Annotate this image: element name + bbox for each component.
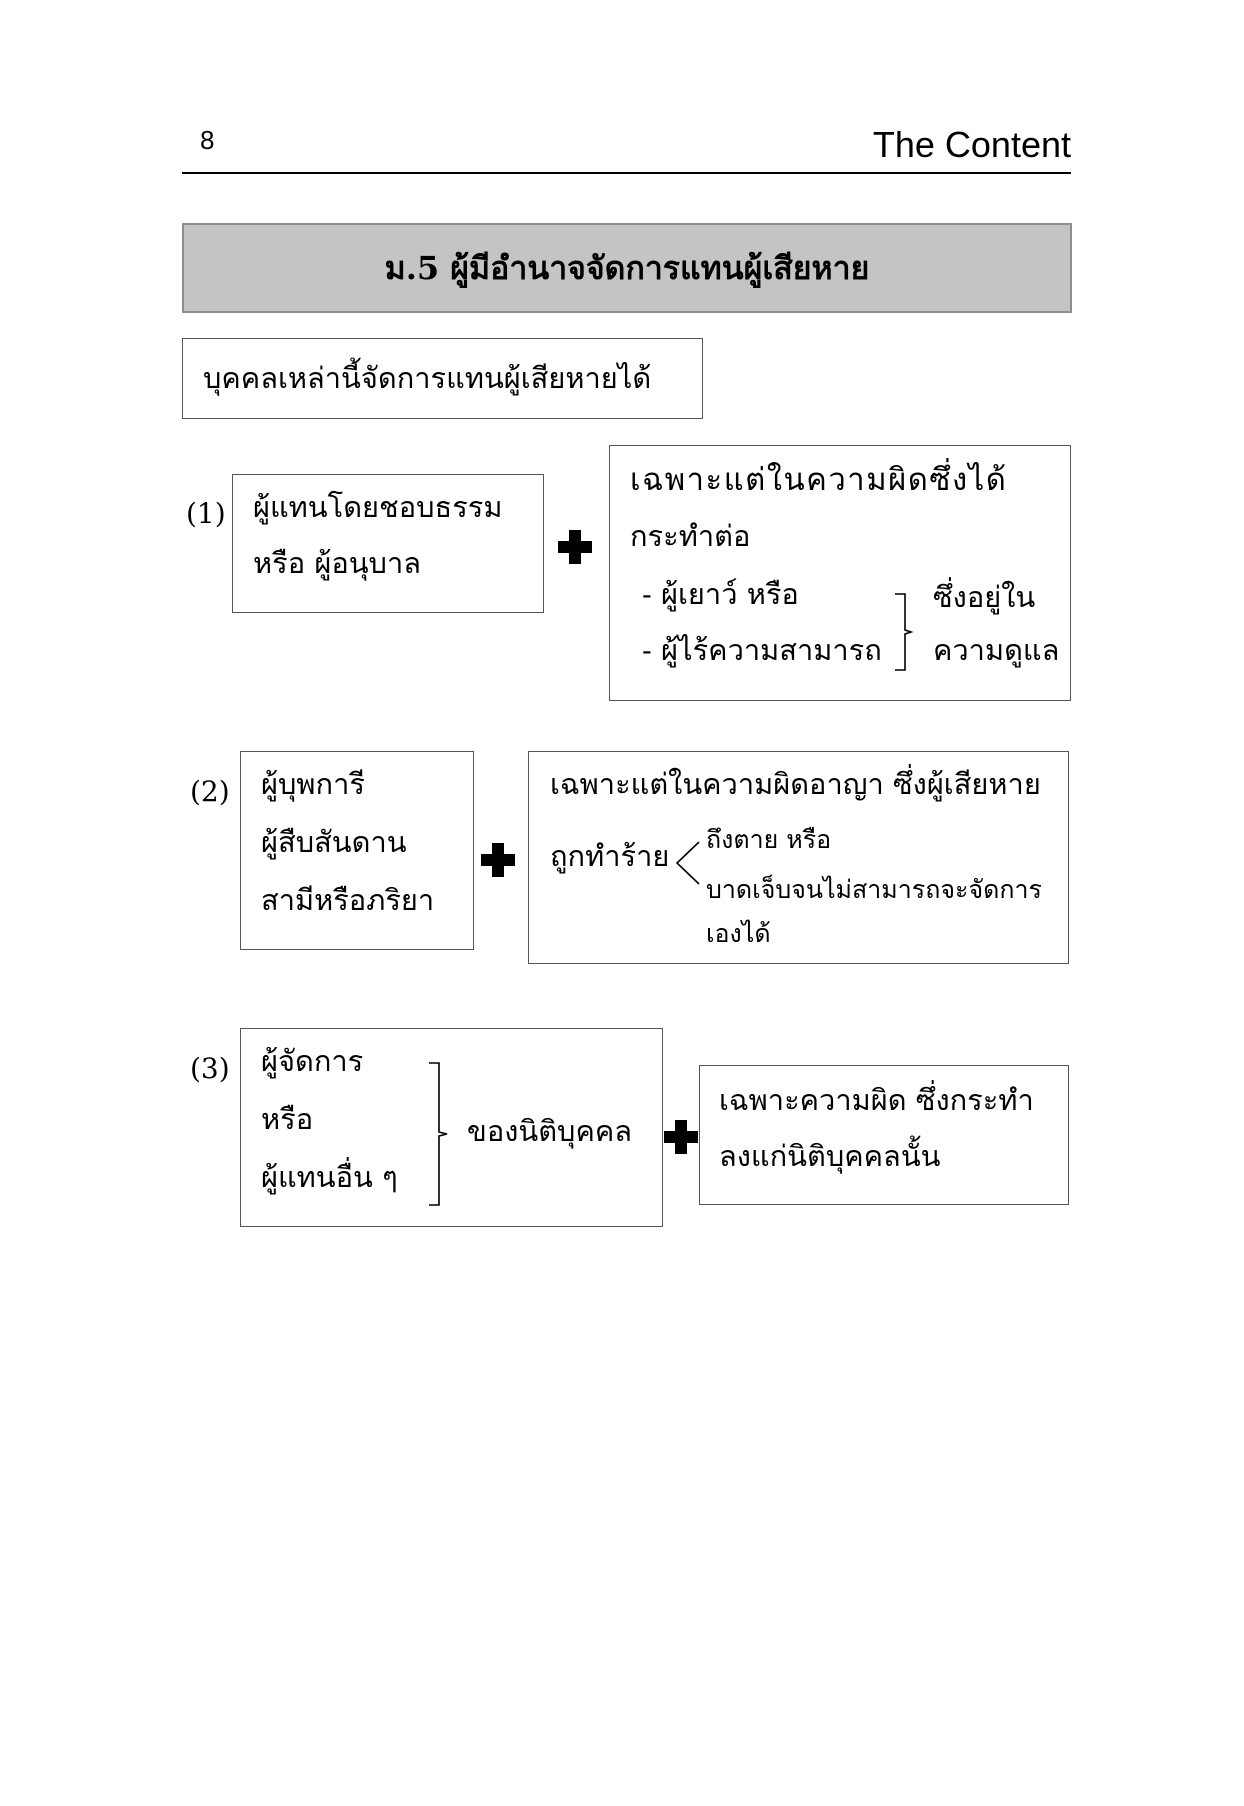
branch-arrow-icon — [675, 840, 701, 886]
plus-icon — [558, 530, 592, 564]
item-2-right-line-1: เฉพาะแต่ในความผิดอาญา ซึ่งผู้เสียหาย — [550, 767, 1041, 801]
section-title: ม.5 ผู้มีอำนาจจัดการแทนผู้เสียหาย — [182, 223, 1072, 313]
item-1-right-line-1: เฉพาะแต่ในความผิดซึ่งได้ — [630, 462, 1008, 498]
item-number-2: (2) — [190, 775, 230, 808]
item-2-left-line-2: ผู้สืบสันดาน — [261, 825, 407, 859]
item-3-right-line-2: ลงแก่นิติบุคคลนั้น — [719, 1139, 941, 1173]
item-1-right-box — [609, 445, 1071, 701]
item-1-sub-line-2: - ผู้ไร้ความสามารถ — [642, 633, 882, 667]
item-2-left-line-1: ผู้บุพการี — [261, 767, 365, 801]
item-3-left-line-1: ผู้จัดการ — [261, 1044, 364, 1078]
header-rule — [182, 172, 1071, 174]
item-3-left-line-3: ผู้แทนอื่น ๆ — [261, 1160, 398, 1194]
item-number-1: (1) — [186, 497, 226, 530]
item-1-sub-line-1: - ผู้เยาว์ หรือ — [642, 577, 799, 611]
intro-box: บุคคลเหล่านี้จัดการแทนผู้เสียหายได้ — [182, 338, 703, 419]
right-brace-icon — [893, 592, 913, 672]
item-2-left-line-3: สามีหรือภริยา — [261, 883, 435, 917]
item-1-bracket-line-1: ซึ่งอยู่ใน — [933, 580, 1036, 614]
item-2-branch-label: ถูกทำร้าย — [550, 839, 670, 873]
item-3-bracket-label: ของนิติบุคคล — [467, 1114, 633, 1148]
plus-icon — [664, 1120, 698, 1154]
right-brace-icon — [427, 1061, 449, 1207]
item-2-branch-line-2: บาดเจ็บจนไม่สามารถจะจัดการ — [706, 875, 1042, 904]
item-3-right-line-1: เฉพาะความผิด ซึ่งกระทำ — [719, 1083, 1034, 1117]
item-3-left-line-2: หรือ — [261, 1102, 314, 1136]
plus-icon — [481, 843, 515, 877]
item-1-left-line-1: ผู้แทนโดยชอบธรรม — [253, 490, 503, 524]
item-3-left-box — [240, 1028, 663, 1227]
item-1-bracket-line-2: ความดูแล — [933, 633, 1060, 667]
item-1-left-box — [232, 474, 544, 613]
item-number-3: (3) — [190, 1052, 230, 1085]
item-2-branch-line-1: ถึงตาย หรือ — [706, 825, 832, 854]
item-1-left-line-2: หรือ ผู้อนุบาล — [253, 546, 422, 580]
item-2-left-box — [240, 751, 474, 950]
item-2-branch-line-3: เองได้ — [706, 919, 771, 948]
item-1-right-line-2: กระทำต่อ — [630, 519, 751, 553]
item-2-right-box — [528, 751, 1069, 964]
running-header: The Content — [872, 124, 1071, 165]
item-3-right-box — [699, 1065, 1069, 1205]
page-number: 8 — [200, 125, 215, 155]
